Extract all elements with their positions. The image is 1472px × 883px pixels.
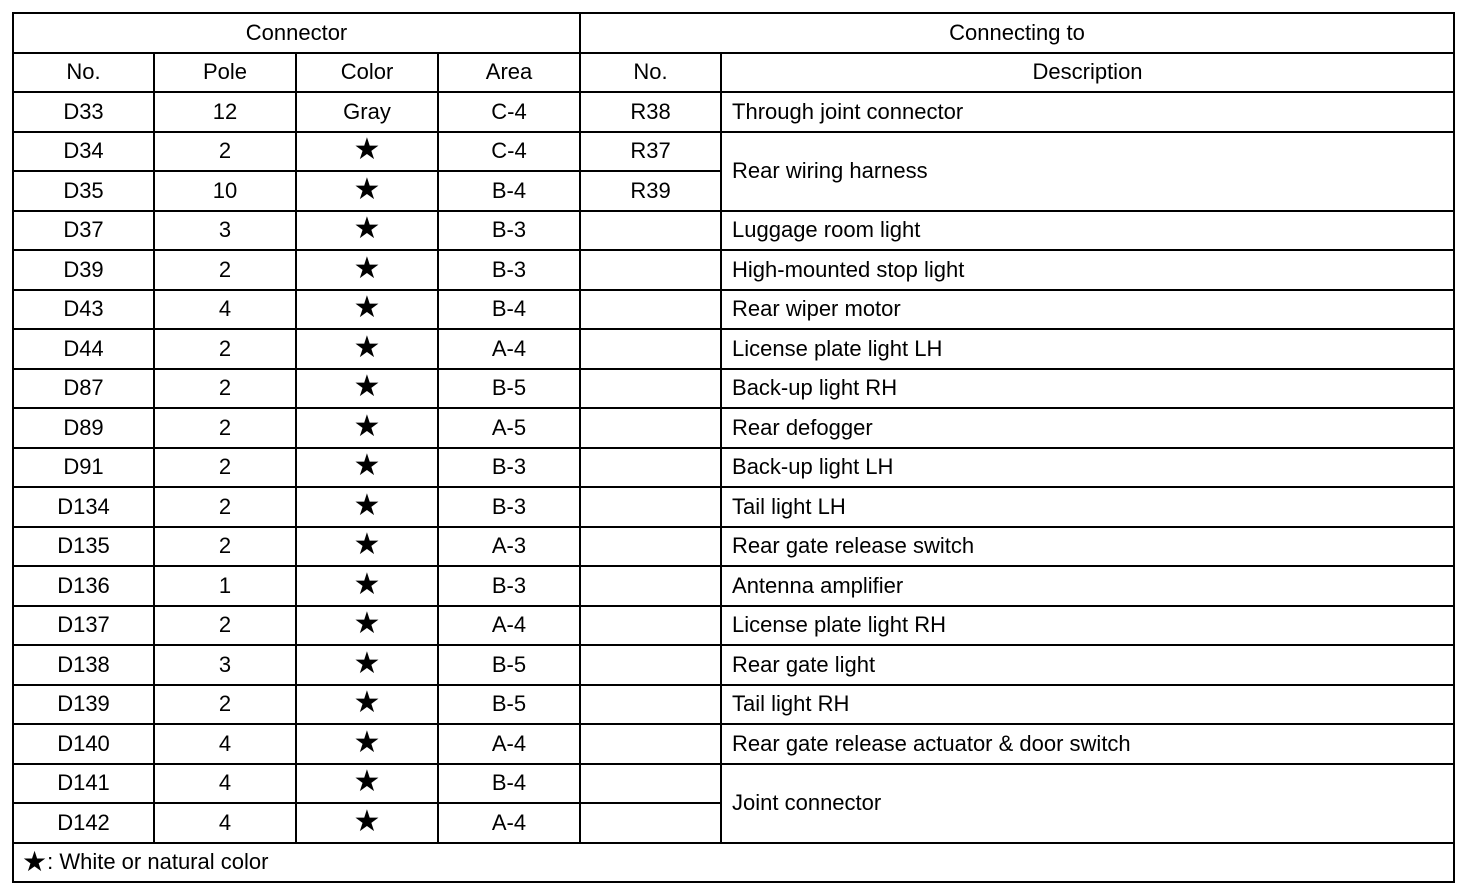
cell-connecting-no [580,408,721,448]
cell-area: B-3 [438,448,580,488]
cell-no: D34 [13,132,154,172]
cell-pole: 2 [154,408,296,448]
cell-no: D43 [13,290,154,330]
cell-color [296,132,438,172]
cell-no: D89 [13,408,154,448]
cell-connecting-no: R37 [580,132,721,172]
table-row [13,685,1454,725]
cell-description: Rear defogger [721,408,1454,448]
cell-color [296,369,438,409]
table-row [13,645,1454,685]
star-icon: ★ [353,172,381,206]
table-row [13,408,1454,448]
cell-color [296,408,438,448]
table-row [13,329,1454,369]
header-connecting-to: Connecting to [580,13,1454,53]
cell-color [296,290,438,330]
cell-no: D37 [13,211,154,251]
header-column-row [13,53,1454,93]
cell-color [296,250,438,290]
table-row [13,724,1454,764]
cell-area: C-4 [438,92,580,132]
cell-description: Rear gate release actuator & door switch [721,724,1454,764]
cell-pole: 2 [154,250,296,290]
cell-no: D44 [13,329,154,369]
star-icon: ★ [353,567,381,601]
cell-pole: 2 [154,132,296,172]
star-icon: ★ [353,133,381,167]
header-color: Color [296,53,438,93]
cell-area: A-4 [438,606,580,646]
cell-area: B-5 [438,645,580,685]
cell-no: D141 [13,764,154,804]
cell-color [296,487,438,527]
cell-color [296,566,438,606]
cell-no: D87 [13,369,154,409]
star-icon: ★ [353,765,381,799]
cell-no: D138 [13,645,154,685]
star-icon: ★ [353,607,381,641]
cell-connecting-no [580,685,721,725]
star-icon: ★ [353,330,381,364]
cell-pole: 3 [154,645,296,685]
star-icon: ★ [353,409,381,443]
cell-connecting-no [580,250,721,290]
table-row [13,606,1454,646]
cell-pole: 2 [154,606,296,646]
cell-connecting-no [580,764,721,804]
cell-no: D136 [13,566,154,606]
header-no: No. [13,53,154,93]
cell-color [296,724,438,764]
star-icon: ★ [353,646,381,680]
cell-description: Rear wiper motor [721,290,1454,330]
cell-connecting-no [580,527,721,567]
star-icon: ★ [353,251,381,285]
cell-pole: 1 [154,566,296,606]
cell-pole: 2 [154,329,296,369]
cell-description: Rear wiring harness [721,132,1454,211]
cell-no: D33 [13,92,154,132]
table-row [13,764,1454,804]
cell-color [296,211,438,251]
cell-connecting-no [580,369,721,409]
cell-description: Tail light LH [721,487,1454,527]
table-row [13,290,1454,330]
star-icon: ★ [353,488,381,522]
header-pole: Pole [154,53,296,93]
cell-area: B-3 [438,566,580,606]
cell-no: D35 [13,171,154,211]
footnote-text: : White or natural color [47,849,269,875]
table-row [13,566,1454,606]
cell-no: D139 [13,685,154,725]
cell-area: A-4 [438,724,580,764]
star-icon: ★ [353,291,381,325]
cell-connecting-no [580,724,721,764]
footnote-row [13,843,1454,883]
cell-connecting-no [580,290,721,330]
cell-connecting-no [580,329,721,369]
cell-pole: 4 [154,724,296,764]
cell-pole: 10 [154,171,296,211]
cell-connecting-no [580,211,721,251]
cell-description: License plate light RH [721,606,1454,646]
star-icon: ★ [353,686,381,720]
cell-area: B-4 [438,764,580,804]
connector-table [12,12,1455,883]
cell-description: License plate light LH [721,329,1454,369]
cell-area: B-5 [438,685,580,725]
cell-no: D135 [13,527,154,567]
cell-connecting-no [580,803,721,843]
star-icon: ★ [353,725,381,759]
cell-area: A-4 [438,329,580,369]
cell-color [296,803,438,843]
cell-area: A-5 [438,408,580,448]
cell-area: B-4 [438,171,580,211]
cell-no: D134 [13,487,154,527]
table-row [13,92,1454,132]
cell-pole: 2 [154,369,296,409]
star-icon: ★ [22,846,48,878]
cell-pole: 2 [154,527,296,567]
cell-connecting-no [580,487,721,527]
star-icon: ★ [353,528,381,562]
cell-pole: 4 [154,290,296,330]
cell-description: Joint connector [721,764,1454,843]
cell-color [296,606,438,646]
cell-pole: 4 [154,803,296,843]
cell-area: A-3 [438,527,580,567]
cell-description: Through joint connector [721,92,1454,132]
cell-color [296,764,438,804]
header-area: Area [438,53,580,93]
cell-area: B-3 [438,487,580,527]
cell-color [296,685,438,725]
cell-connecting-no [580,448,721,488]
cell-connecting-no: R38 [580,92,721,132]
table-row [13,527,1454,567]
cell-description: Antenna amplifier [721,566,1454,606]
cell-connecting-no: R39 [580,171,721,211]
star-icon: ★ [353,212,381,246]
star-icon: ★ [353,804,381,838]
cell-area: B-3 [438,211,580,251]
header-description: Description [721,53,1454,93]
cell-color [296,645,438,685]
cell-pole: 12 [154,92,296,132]
table-row [13,211,1454,251]
cell-description: Luggage room light [721,211,1454,251]
cell-pole: 2 [154,487,296,527]
cell-color [296,448,438,488]
cell-color [296,171,438,211]
cell-description: Rear gate light [721,645,1454,685]
cell-area: C-4 [438,132,580,172]
header-connector: Connector [13,13,580,53]
table-row [13,369,1454,409]
cell-area: B-3 [438,250,580,290]
cell-pole: 3 [154,211,296,251]
cell-no: D137 [13,606,154,646]
cell-connecting-no [580,645,721,685]
cell-no: D142 [13,803,154,843]
star-icon: ★ [353,370,381,404]
table-row [13,132,1454,172]
footnote [13,843,1454,883]
cell-description: High-mounted stop light [721,250,1454,290]
cell-no: D91 [13,448,154,488]
header-group-row [13,13,1454,53]
cell-description: Tail light RH [721,685,1454,725]
cell-area: B-5 [438,369,580,409]
table-row [13,487,1454,527]
table-row [13,250,1454,290]
cell-color [296,527,438,567]
star-icon: ★ [353,449,381,483]
cell-color: Gray [296,92,438,132]
cell-pole: 2 [154,448,296,488]
cell-connecting-no [580,566,721,606]
cell-area: A-4 [438,803,580,843]
cell-connecting-no [580,606,721,646]
cell-description: Back-up light RH [721,369,1454,409]
cell-description: Back-up light LH [721,448,1454,488]
cell-pole: 2 [154,685,296,725]
header-connecting-no: No. [580,53,721,93]
cell-no: D39 [13,250,154,290]
table-row [13,448,1454,488]
cell-no: D140 [13,724,154,764]
cell-pole: 4 [154,764,296,804]
cell-description: Rear gate release switch [721,527,1454,567]
cell-color [296,329,438,369]
cell-area: B-4 [438,290,580,330]
